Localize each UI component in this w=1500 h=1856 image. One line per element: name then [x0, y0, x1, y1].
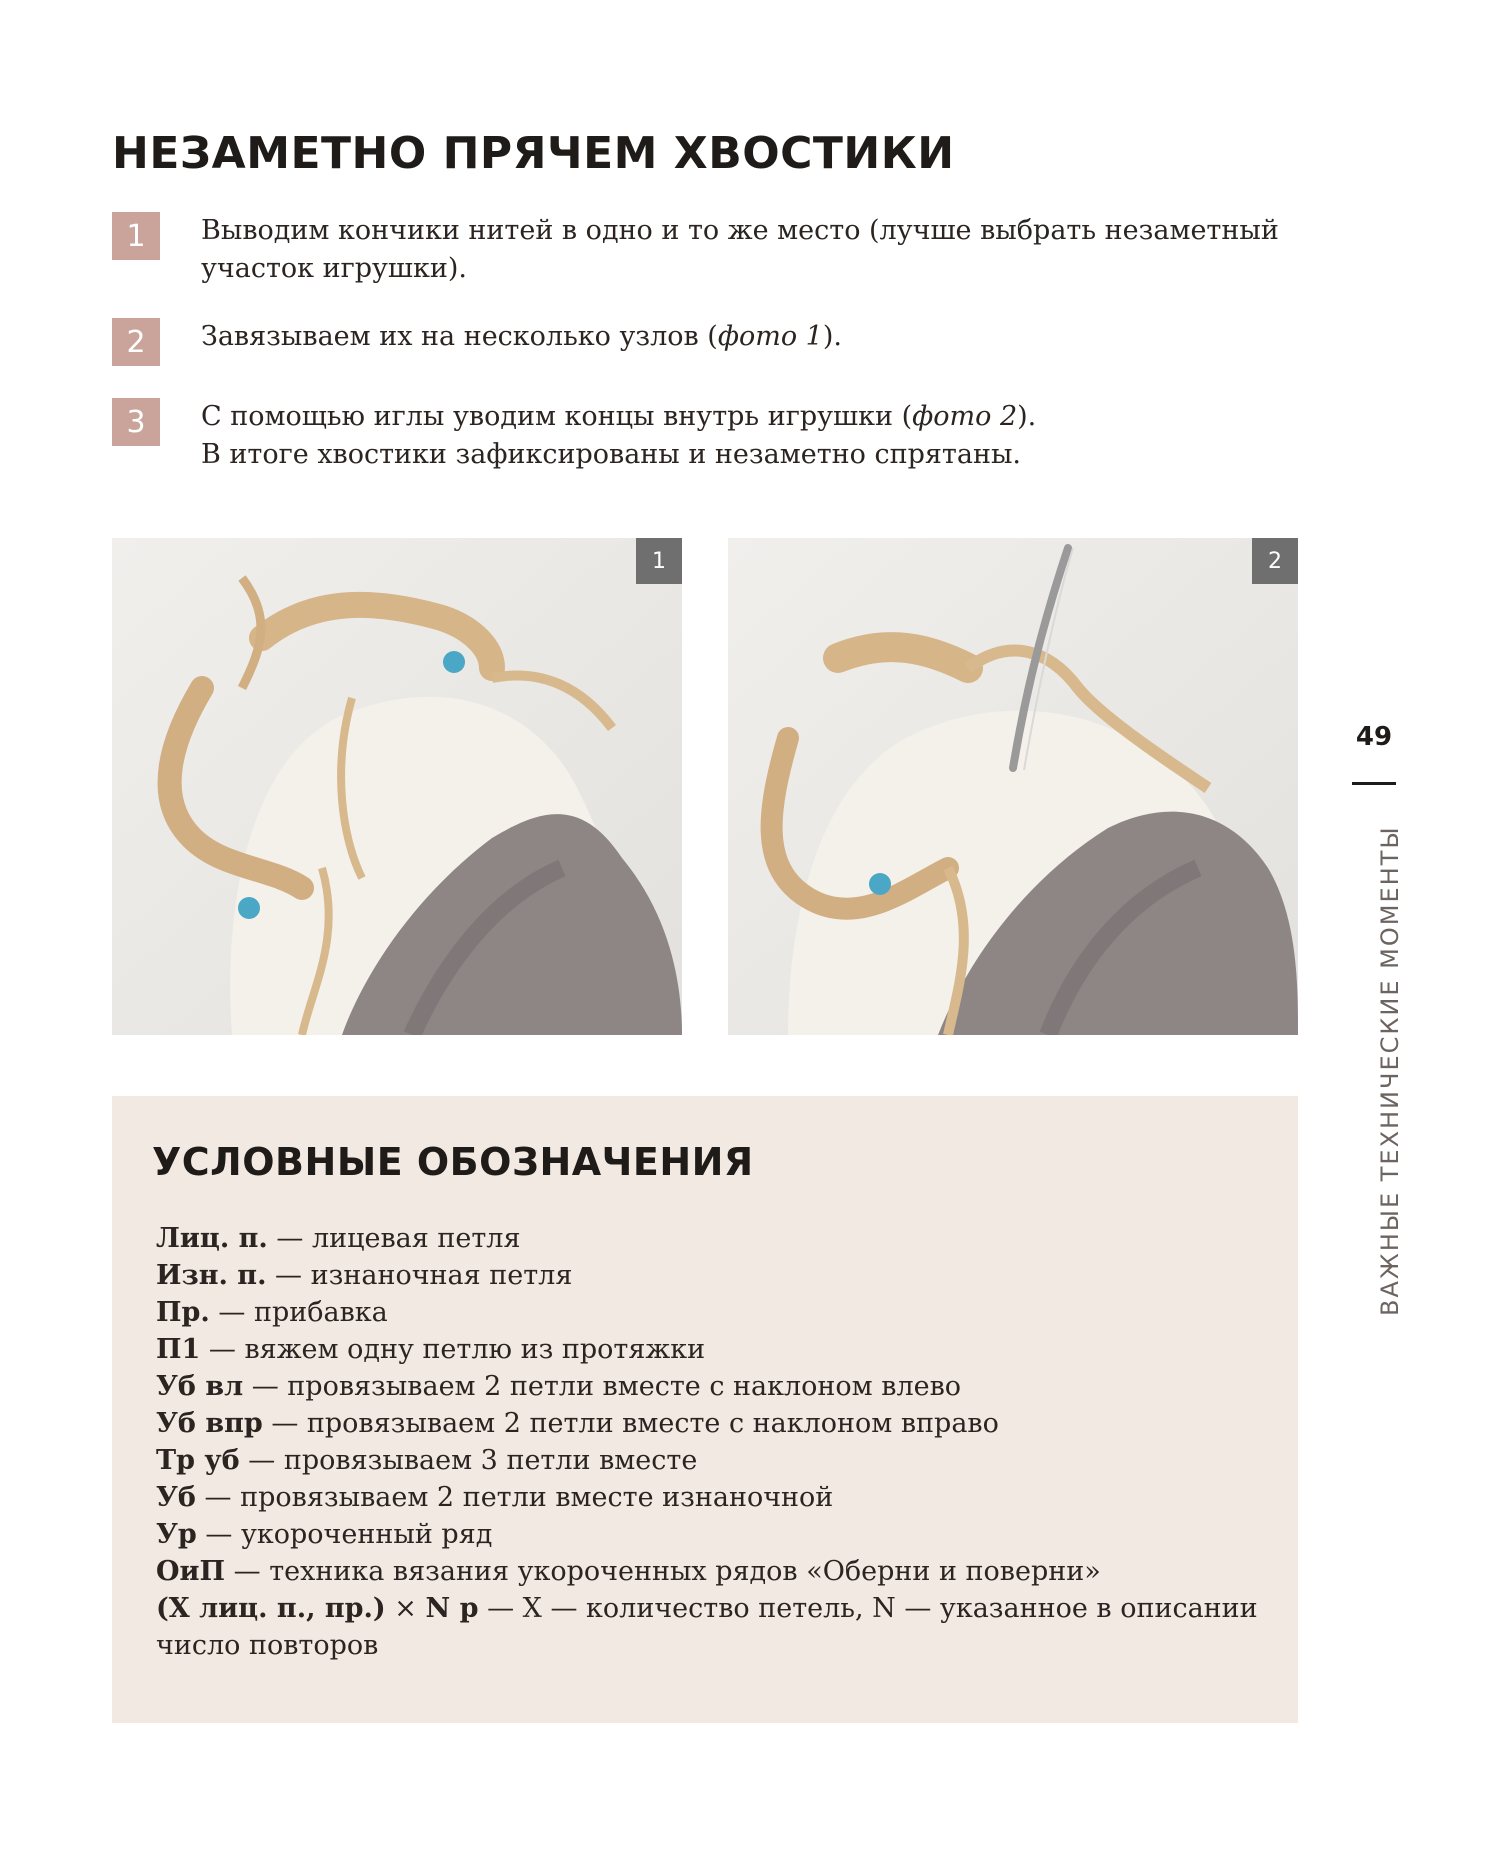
abbreviation-row — [156, 1220, 1266, 1257]
abbreviation-description: — провязываем 2 петли вместе с наклоном вправо — [262, 1408, 999, 1439]
abbreviation-term: Тр уб — [156, 1445, 240, 1476]
abbreviation-description: — лицевая петля — [267, 1223, 521, 1254]
abbreviation-description: — провязываем 2 петли вместе с наклоном влево — [243, 1371, 962, 1402]
abbreviation-row — [156, 1368, 1266, 1405]
abbreviation-row — [156, 1516, 1266, 1553]
abbreviation-term: ОиП — [156, 1556, 226, 1587]
step-text — [201, 212, 1341, 288]
abbreviations-box — [112, 1096, 1298, 1723]
page-title: НЕЗАМЕТНО ПРЯЧЕМ ХВОСТИКИ — [112, 128, 955, 179]
abbreviation-term: Изн. п. — [156, 1260, 267, 1291]
photo-2-needle-hiding-ends — [728, 538, 1298, 1035]
photo-1-knotted-ends — [112, 538, 682, 1035]
photo-number-badge: 1 — [636, 538, 682, 584]
section-side-title: ВАЖНЫЕ ТЕХНИЧЕСКИЕ МОМЕНТЫ — [1376, 825, 1404, 1316]
page-number-rule — [1352, 782, 1396, 785]
abbreviation-term: Лиц. п. — [156, 1223, 268, 1254]
step-text-line: Выводим кончики нитей в одно и то же место (лучше выбрать незаметный — [201, 215, 1279, 246]
abbreviation-description: — изнаночная петля — [266, 1260, 573, 1291]
abbreviation-row — [156, 1590, 1266, 1627]
abbreviation-description: — техника вязания укороченных рядов «Оберни и поверни» — [225, 1556, 1101, 1587]
abbreviation-description: — провязываем 3 петли вместе — [239, 1445, 698, 1476]
step-text-start: С помощью иглы уводим концы внутрь игрушки ( — [201, 401, 913, 432]
photo-reference: фото 2 — [912, 401, 1018, 432]
step-text — [201, 318, 1341, 356]
step-text-line: участок игрушки). — [201, 253, 468, 284]
abbreviations-title: УСЛОВНЫЕ ОБОЗНАЧЕНИЯ — [152, 1140, 754, 1184]
abbreviation-term: Ур — [156, 1519, 197, 1550]
abbreviation-description: — провязываем 2 петли вместе изнаночной — [195, 1482, 834, 1513]
step-text-start: Завязываем их на несколько узлов ( — [201, 321, 718, 352]
photo-number-badge: 2 — [1252, 538, 1298, 584]
abbreviation-row — [156, 1294, 1266, 1331]
abbreviation-row — [156, 1331, 1266, 1368]
abbreviation-term: Уб впр — [156, 1408, 263, 1439]
abbreviation-row-continuation: число повторов — [156, 1630, 379, 1661]
abbreviation-term: Уб — [156, 1482, 196, 1513]
abbreviation-description: — X — количество петель, N — указанное в описании — [478, 1593, 1258, 1624]
step-text-line: В итоге хвостики зафиксированы и незаметно спрятаны. — [201, 439, 1022, 470]
page-number: 49 — [1355, 722, 1393, 752]
abbreviation-term: (X лиц. п., пр.) — [156, 1593, 386, 1624]
abbreviation-description: — укороченный ряд — [196, 1519, 493, 1550]
photo-2-illustration — [728, 538, 1298, 1035]
abbreviation-row — [156, 1405, 1266, 1442]
step-text-end: ). — [1017, 401, 1037, 432]
photo-1-illustration — [112, 538, 682, 1035]
step-number-badge: 2 — [112, 318, 160, 366]
abbreviation-term: П1 — [156, 1334, 201, 1365]
photo-reference: фото 1 — [717, 321, 823, 352]
abbreviation-row — [156, 1442, 1266, 1479]
step-number-badge: 1 — [112, 212, 160, 260]
abbreviation-row — [156, 1257, 1266, 1294]
step-number-badge: 3 — [112, 398, 160, 446]
abbreviation-term: Пр. — [156, 1297, 210, 1328]
abbreviations-list — [156, 1220, 1266, 1664]
abbreviation-row — [156, 1479, 1266, 1516]
abbreviation-description: — вяжем одну петлю из протяжки — [200, 1334, 706, 1365]
abbreviation-term: N р — [425, 1593, 479, 1624]
abbreviation-term: Уб вл — [156, 1371, 244, 1402]
abbreviation-row — [156, 1553, 1266, 1590]
step-text — [201, 398, 1341, 474]
step-text-end: ). — [822, 321, 842, 352]
abbreviation-description: — прибавка — [209, 1297, 388, 1328]
multiply-sign: × — [385, 1593, 426, 1624]
